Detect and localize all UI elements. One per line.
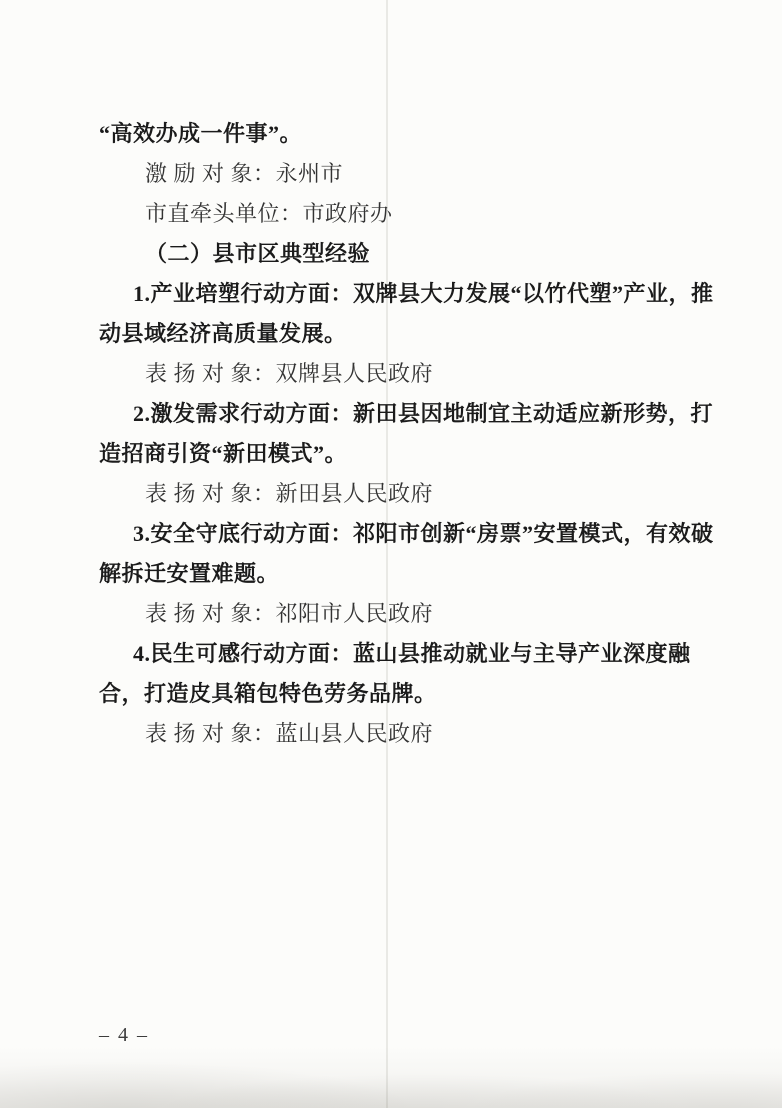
text-line: 激 励 对 象：永州市 — [145, 161, 344, 186]
text-line: 合，打造皮具箱包特色劳务品牌。 — [99, 681, 437, 706]
text-line: “高效办成一件事”。 — [99, 121, 303, 146]
document-body — [99, 114, 719, 754]
text-line: 造招商引资“新田模式”。 — [99, 441, 348, 466]
text-line: 3.安全守底行动方面：祁阳市创新“房票”安置模式，有效破 — [133, 521, 714, 546]
text-line: （二）县市区典型经验 — [145, 241, 371, 266]
text-line: 2.激发需求行动方面：新田县因地制宜主动适应新形势，打 — [133, 401, 714, 426]
text-line: 表 扬 对 象：祁阳市人民政府 — [145, 601, 434, 626]
text-line: 市直牵头单位：市政府办 — [145, 201, 393, 226]
text-line: 1.产业培塑行动方面：双牌县大力发展“以竹代塑”产业，推 — [133, 281, 714, 306]
scan-shadow — [0, 1046, 782, 1108]
text-line: 表 扬 对 象：蓝山县人民政府 — [145, 721, 434, 746]
page-number: – 4 – — [99, 1024, 149, 1046]
text-line: 4.民生可感行动方面：蓝山县推动就业与主导产业深度融 — [133, 641, 691, 666]
text-line: 动县域经济高质量发展。 — [99, 321, 347, 346]
text-line: 表 扬 对 象：双牌县人民政府 — [145, 361, 434, 386]
text-line: 解拆迁安置难题。 — [99, 561, 280, 586]
text-line: 表 扬 对 象：新田县人民政府 — [145, 481, 434, 506]
